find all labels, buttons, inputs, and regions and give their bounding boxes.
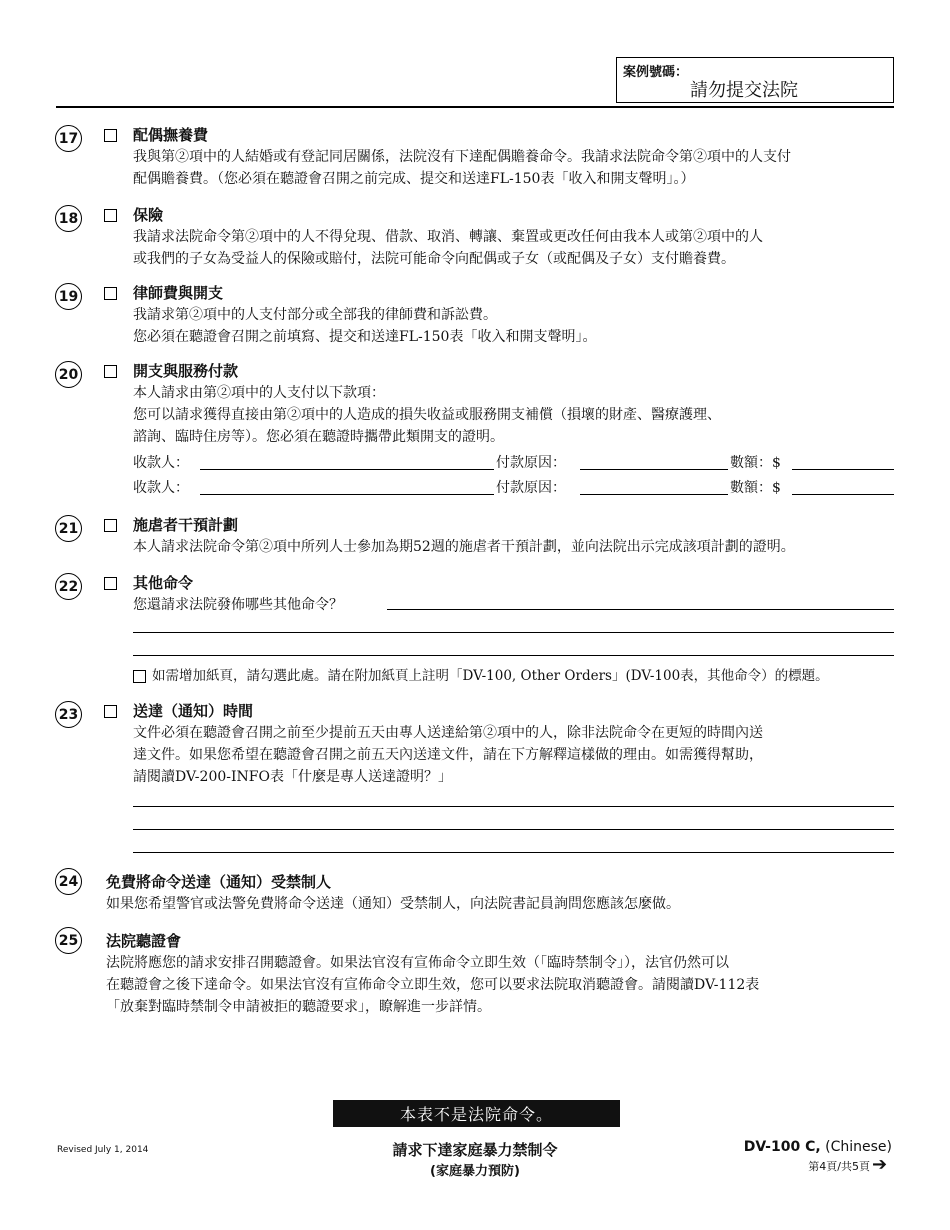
payee-label-2: 收款人： (133, 480, 189, 496)
service-reason-line-2[interactable] (133, 829, 894, 830)
attach-pages-note: 如需增加紙頁，請勾選此處。請在附加紙頁上註明「DV-100, Other Orders」(DV-100表，其他命令）的標題。 (152, 668, 829, 684)
revised-date: Revised July 1, 2014 (57, 1145, 149, 1155)
reason-label-1: 付款原因： (496, 455, 566, 471)
item-22-title: 其他命令 (133, 574, 194, 592)
item-23-text-1: 文件必須在聽證會召開之前至少提前五天由專人送達給第②項中的人，除非法院命令在更短的時間內送 (133, 725, 763, 741)
reason-field-1[interactable] (580, 469, 728, 470)
form-language: (Chinese) (820, 1139, 892, 1155)
item-20-checkbox[interactable] (104, 365, 117, 378)
item-20-text-3: 諮詢、臨時住房等）。您必須在聽證時攜帶此類開支的證明。 (133, 429, 504, 445)
item-24-text-1: 如果您希望警官或法警免費將命令送達（通知）受禁制人，向法院書記員詢問您應該怎麼做。 (106, 896, 680, 912)
item-19-text-1: 我請求第②項中的人支付部分或全部我的律師費和訴訟費。 (133, 307, 497, 323)
amount-field-1[interactable] (792, 469, 894, 470)
payee-field-1[interactable] (200, 469, 494, 470)
payee-label-1: 收款人： (133, 455, 189, 471)
service-reason-line-1[interactable] (133, 806, 894, 807)
item-18-title: 保險 (133, 206, 164, 224)
not-court-order-banner: 本表不是法院命令。 (333, 1100, 620, 1127)
other-orders-question: 您還請求法院發佈哪些其他命令？ (133, 597, 343, 613)
item-number-17: 17 (55, 125, 82, 152)
item-number-18: 18 (55, 205, 82, 232)
item-number-24: 24 (55, 868, 82, 895)
item-20-title: 開支與服務付款 (133, 362, 239, 380)
item-23-checkbox[interactable] (104, 705, 117, 718)
header-divider (56, 106, 894, 108)
other-orders-line-1[interactable] (387, 609, 894, 610)
item-20-text-2: 您可以請求獲得直接由第②項中的人造成的損失收益或服務開支補償（損壞的財產、醫療護理、 (133, 407, 721, 423)
item-number-20: 20 (55, 361, 82, 388)
case-number-label: 案例號碼： (623, 65, 689, 80)
item-21-title: 施虐者干預計劃 (133, 516, 239, 534)
page-number: 第4頁/共5頁 (808, 1160, 870, 1173)
item-21-checkbox[interactable] (104, 519, 117, 532)
item-25-title: 法院聽證會 (106, 932, 182, 950)
item-number-19: 19 (55, 283, 82, 310)
item-17-title: 配偶撫養費 (133, 126, 209, 144)
reason-label-2: 付款原因： (496, 480, 566, 496)
form-subtitle: (家庭暴力預防) (430, 1164, 520, 1179)
form-title: 請求下達家庭暴力禁制令 (392, 1141, 558, 1159)
amount-label-2: 數額：$ (730, 480, 781, 496)
item-25-text-2: 在聽證會之後下達命令。如果法官沒有宣佈命令立即生效，您可以要求法院取消聽證會。請閱讀DV-112表 (106, 977, 760, 993)
item-21-text-1: 本人請求法院命令第②項中所列人士參加為期52週的施虐者干預計劃，並向法院出示完成該項計劃的證明。 (133, 539, 795, 555)
other-orders-line-2[interactable] (133, 632, 894, 633)
item-23-title: 送達（通知）時間 (133, 702, 254, 720)
item-number-22: 22 (55, 573, 82, 600)
item-19-checkbox[interactable] (104, 287, 117, 300)
service-reason-line-3[interactable] (133, 852, 894, 853)
item-17-checkbox[interactable] (104, 129, 117, 142)
item-number-21: 21 (55, 515, 82, 542)
item-25-text-3: 「放棄對臨時禁制令申請被拒的聽證要求」，瞭解進一步詳情。 (106, 999, 491, 1015)
item-20-text-1: 本人請求由第②項中的人支付以下款項： (133, 385, 385, 401)
item-22-checkbox[interactable] (104, 577, 117, 590)
payee-field-2[interactable] (200, 494, 494, 495)
case-number-value[interactable]: 請勿提交法院 (690, 80, 798, 101)
item-17-text-2: 配偶贍養費。（您必須在聽證會召開之前完成、提交和送達FL-150表「收入和開支聲明」。） (133, 171, 695, 187)
item-17-text-1: 我與第②項中的人結婚或有登記同居關係，法院沒有下達配偶贍養命令。我請求法院命令第②項中的人支付 (133, 149, 791, 165)
attach-pages-checkbox[interactable] (133, 670, 146, 683)
form-number: DV-100 C, (743, 1139, 821, 1155)
item-19-text-2: 您必須在聽證會召開之前填寫、提交和送達FL-150表「收入和開支聲明」。 (133, 329, 597, 345)
item-number-25: 25 (55, 927, 82, 954)
item-23-text-2: 達文件。如果您希望在聽證會召開之前五天內送達文件，請在下方解釋這樣做的理由。如需獲得幫助， (133, 747, 763, 763)
amount-label-1: 數額：$ (730, 455, 781, 471)
item-25-text-1: 法院將應您的請求安排召開聽證會。如果法官沒有宣佈命令立即生效（「臨時禁制令」），法官仍然可以 (106, 955, 729, 971)
next-page-arrow-icon: ➔ (872, 1154, 888, 1175)
reason-field-2[interactable] (580, 494, 728, 495)
amount-field-2[interactable] (792, 494, 894, 495)
item-18-text-1: 我請求法院命令第②項中的人不得兌現、借款、取消、轉讓、棄置或更改任何由我本人或第②項中的人 (133, 229, 763, 245)
item-18-text-2: 或我們的子女為受益人的保險或賠付，法院可能命令向配偶或子女（或配偶及子女）支付贍養費。 (133, 251, 735, 267)
item-23-text-3: 請閱讀DV-200-INFO表「什麼是專人送達證明？」 (133, 769, 452, 785)
other-orders-line-3[interactable] (133, 655, 894, 656)
item-24-title: 免費將命令送達（通知）受禁制人 (106, 873, 332, 891)
form-id (680, 1139, 892, 1155)
item-19-title: 律師費與開支 (133, 284, 224, 302)
item-number-23: 23 (55, 701, 82, 728)
item-18-checkbox[interactable] (104, 209, 117, 222)
